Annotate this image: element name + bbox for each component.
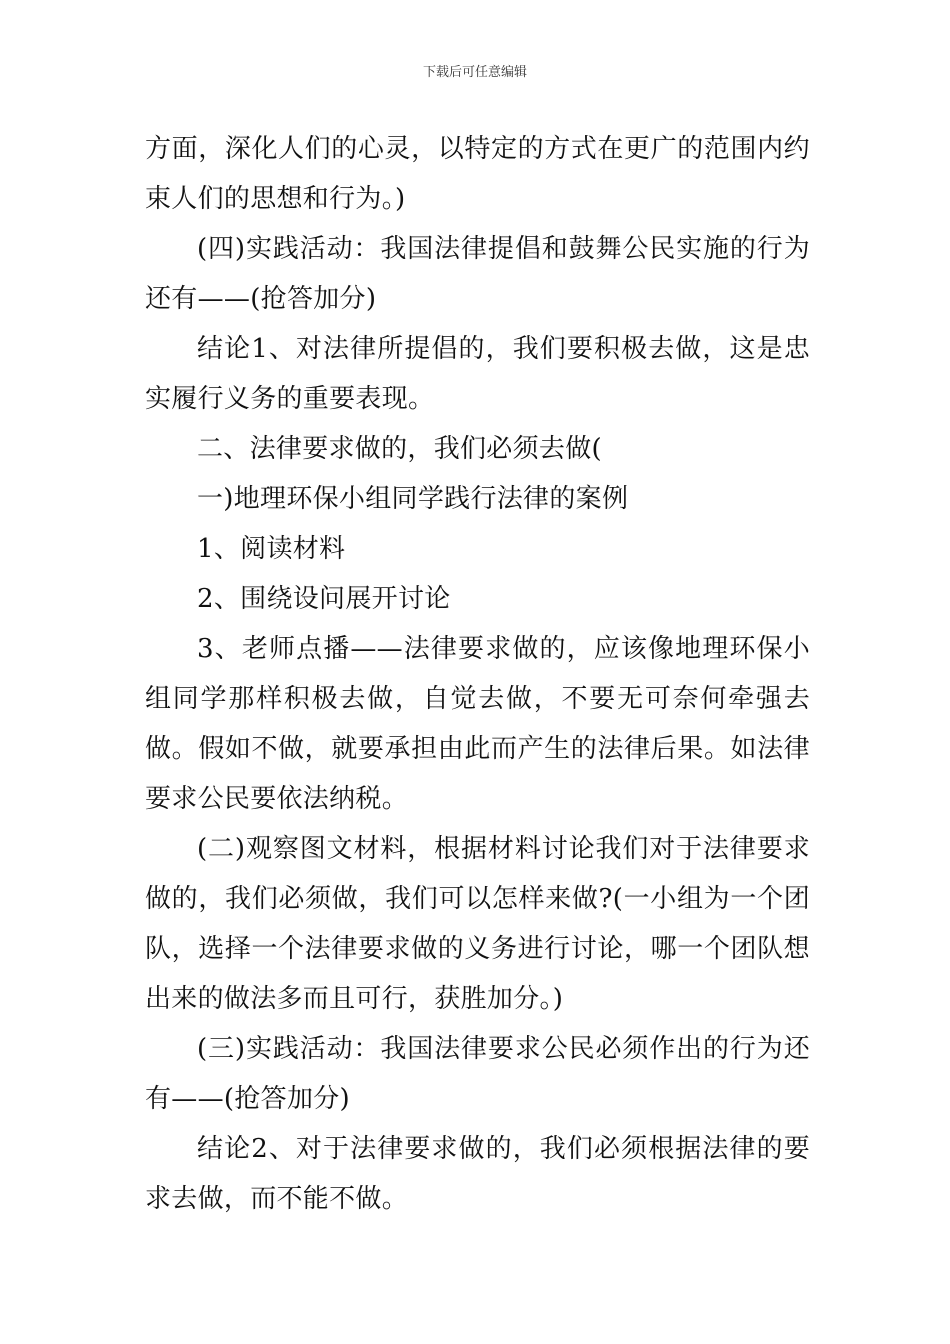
list-item-discussion: 2、围绕设问展开讨论 [197, 584, 451, 614]
page-header: 下载后可任意编辑 [422, 65, 527, 80]
subsection-heading-one: 一)地理环保小组同学践行法律的案例 [197, 484, 629, 514]
list-item-teacher-guidance: 3、老师点播——法律要求做的，应该像地理环保小组同学那样积极去做，自觉去做，不要无可奈何牵强去做。假如不做，就要承担由此而产生的法律后果。如法律要求公民要依法纳税。 [145, 634, 810, 814]
paragraph-continuation: 方面，深化人们的心灵，以特定的方式在更广的范围内约束人们的思想和行为。) [145, 134, 810, 214]
paragraph-conclusion-two: 结论2、对于法律要求做的，我们必须根据法律的要求去做，而不能不做。 [145, 1134, 810, 1214]
paragraph-practice-activity-four: (四)实践活动：我国法律提倡和鼓舞公民实施的行为还有——(抢答加分) [145, 234, 810, 314]
paragraph-conclusion-one: 结论1、对法律所提倡的，我们要积极去做，这是忠实履行义务的重要表现。 [145, 334, 810, 414]
list-item-read-material: 1、阅读材料 [197, 534, 346, 564]
paragraph-observe-material: (二)观察图文材料，根据材料讨论我们对于法律要求做的，我们必须做，我们可以怎样来做?(一小组为一个团队，选择一个法律要求做的义务进行讨论，哪一个团队想出来的做法多而且可行，获胜加分。) [145, 834, 810, 1014]
document-body [145, 124, 810, 1224]
section-heading-two: 二、法律要求做的，我们必须去做( [197, 434, 602, 464]
paragraph-practice-activity-three: (三)实践活动：我国法律要求公民必须作出的行为还有——(抢答加分) [145, 1034, 810, 1114]
